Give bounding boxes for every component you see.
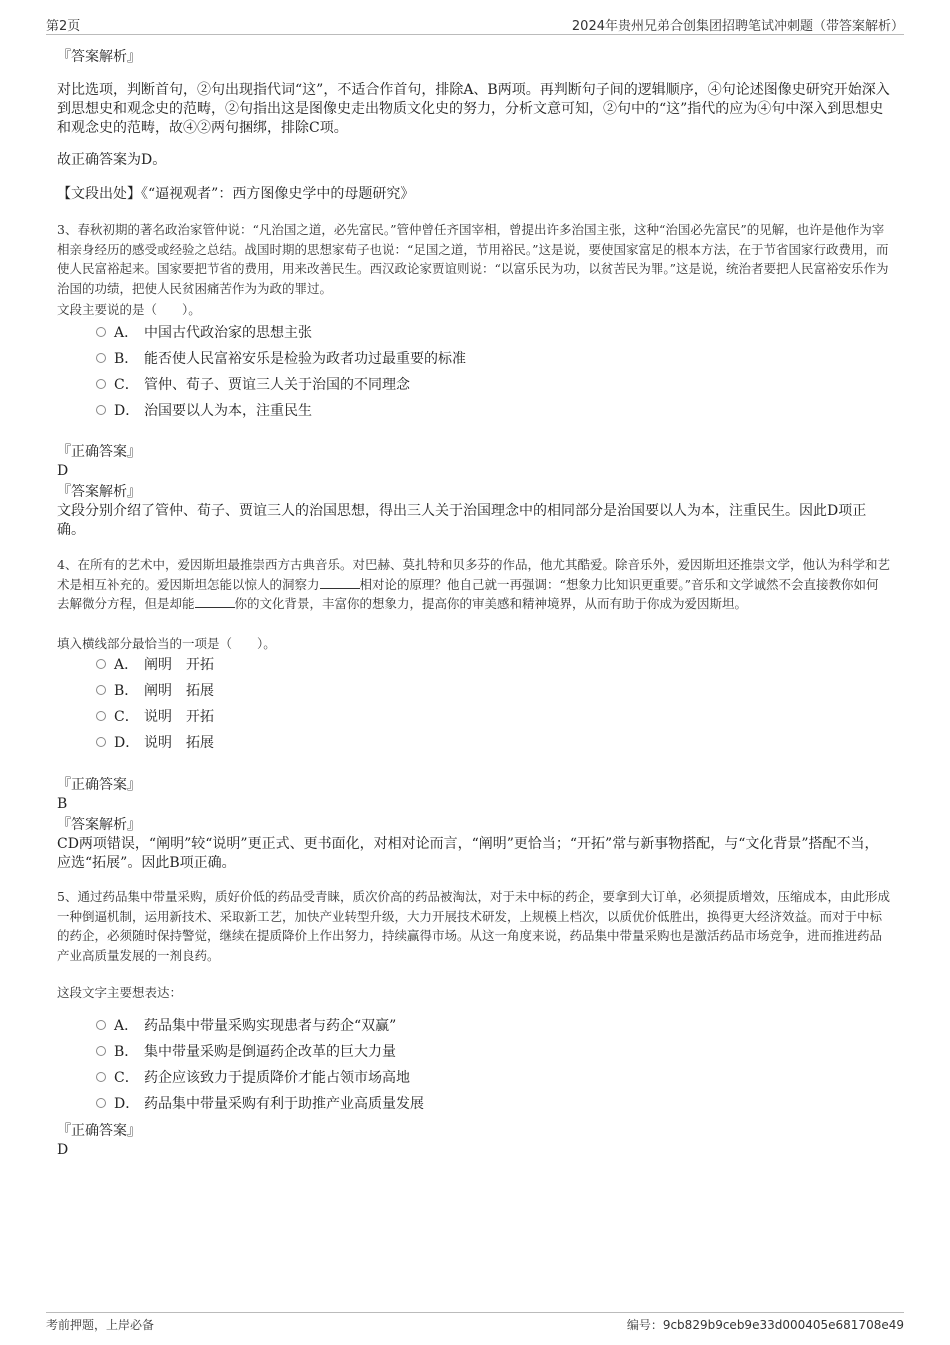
q3-option-b[interactable] (96, 346, 796, 372)
option-text: 治国要以人为本，注重民生 (144, 403, 312, 419)
q5-option-a[interactable] (96, 1013, 796, 1039)
q2-analysis-label: 『答案解析』 (57, 49, 141, 65)
option-letter: C． (114, 709, 139, 725)
q4-option-a[interactable] (96, 652, 796, 678)
option-text: 说明 开拓 (144, 709, 214, 725)
option-text: 药企应该致力于提质降价才能占领市场高地 (144, 1070, 410, 1086)
q5-option-b[interactable] (96, 1039, 796, 1065)
q4-option-d[interactable] (96, 730, 796, 756)
radio-icon[interactable] (96, 659, 106, 669)
q4-answer-label: 『正确答案』 (57, 777, 141, 793)
option-text: 管仲、荀子、贾谊三人关于治国的不同理念 (144, 377, 410, 393)
option-letter: B． (114, 683, 139, 699)
q3-answer-label: 『正确答案』 (57, 444, 141, 460)
option-text: 能否使人民富裕安乐是检验为政者功过最重要的标准 (144, 351, 466, 367)
q4-stem (57, 555, 891, 614)
q5-options (96, 1013, 796, 1117)
q4-option-c[interactable] (96, 704, 796, 730)
q5-stem: 5、通过药品集中带量采购，质好价低的药品受青睐，质次价高的药品被淘汰，对于未中标的药企，要拿到大订单，必须提质增效，压缩成本，由此形成一种倒逼机制，运用新技术、采取新工艺，加快产业转型升级，大力开展技术研发，上规模上档次，以质优价低胜出，换得更大经济效益。而对于中标的药企，必须随时保持警觉，继续在提质降价上作出努力，持续赢得市场。从这一角度来说，药品集中带量采购也是激活药品市场竞争，进而推进药品产业高质量发展的一剂良药。 (57, 889, 890, 963)
option-text: 药品集中带量采购实现患者与药企“双赢” (144, 1018, 397, 1034)
option-text: 中国古代政治家的思想主张 (144, 325, 312, 341)
q3-stem: 3、春秋初期的著名政治家管仲说：“凡治国之道，必先富民。”管仲曾任齐国宰相，曾提出许多治国主张，这种“治国必先富民”的见解，也许是他作为宰相亲身经历的感受或经验之总结。战国时期的思想家荀子也说：“足国之道，节用裕民。”这是说，要使国家富足的根本方法，在于节省国家行政费用，而使人民富裕起来。国家要把节省的费用，用来改善民生。西汉政论家贾谊则说：“以富乐民为功，以贫苦民为罪。”这是说，统治者要把人民富裕安乐作为治国的功绩，把使人民贫困痛苦作为为政的罪过。 (57, 222, 889, 296)
q3-options (96, 320, 796, 424)
q5-answer-label: 『正确答案』 (57, 1123, 141, 1139)
option-letter: A． (114, 657, 139, 673)
radio-icon[interactable] (96, 1098, 106, 1108)
option-text: 药品集中带量采购有利于助推产业高质量发展 (144, 1096, 424, 1112)
q4-question: 填入横线部分最恰当的一项是（ ）。 (57, 636, 276, 651)
radio-icon[interactable] (96, 1020, 106, 1030)
page-header (46, 14, 904, 35)
q4-answer: B (57, 796, 68, 812)
q3-option-c[interactable] (96, 372, 796, 398)
q4-blank-2 (195, 595, 235, 608)
q3-analysis: 文段分别介绍了管仲、荀子、贾谊三人的治国思想，得出三人关于治国理念中的相同部分是治国要以人为本，注重民生。因此D项正确。 (57, 503, 867, 538)
q3-analysis-label: 『答案解析』 (57, 484, 141, 500)
q5-option-c[interactable] (96, 1065, 796, 1091)
q4-blank-1 (320, 576, 360, 589)
option-letter: D． (114, 1096, 140, 1112)
option-text: 阐明 开拓 (144, 657, 214, 673)
q4-stem-part3: 你的文化背景，丰富你的想象力，提高你的审美感和精神境界，从而有助于你成为爱因斯坦。 (234, 596, 748, 611)
radio-icon[interactable] (96, 379, 106, 389)
q2-analysis: 对比选项，判断首句，②句出现指代词“这”，不适合作首句，排除A、B两项。再判断句子间的逻辑顺序，④句论述图像史研究开始深入到思想史和观念史的范畴，②句指出这是图像史走出物质文化史的努力，分析文意可知，②句中的“这”指代的应为④句中深入到思想史和观念史的范畴，故④②两句捆绑，排除C项。 (57, 82, 890, 136)
option-letter: B． (114, 1044, 139, 1060)
q5-option-d[interactable] (96, 1091, 796, 1117)
q2-source: 【文段出处】《“逼视观者”：西方图像史学中的母题研究》 (57, 186, 415, 202)
radio-icon[interactable] (96, 711, 106, 721)
option-letter: C． (114, 377, 139, 393)
radio-icon[interactable] (96, 353, 106, 363)
option-letter: C． (114, 1070, 139, 1086)
q3-answer: D (57, 463, 69, 479)
q4-stem-part2: 相对论的原理？他自己就一再强调：“想象力比知识更重要。”音乐和文学诚然不会直接教你如何去解微分方程，但是却能 (57, 576, 879, 611)
radio-icon[interactable] (96, 685, 106, 695)
q2-conclusion: 故正确答案为D。 (57, 152, 167, 168)
radio-icon[interactable] (96, 1046, 106, 1056)
q4-option-b[interactable] (96, 678, 796, 704)
q4-options (96, 652, 796, 756)
radio-icon[interactable] (96, 737, 106, 747)
q5-answer: D (57, 1142, 69, 1158)
q4-analysis: CD两项错误，“阐明”较“说明”更正式、更书面化，对相对论而言，“阐明”更恰当；“开拓”常与新事物搭配，与“文化背景”搭配不当，应选“拓展”。因此B项正确。 (57, 836, 879, 871)
document-title: 2024年贵州兄弟合创集团招聘笔试冲刺题（带答案解析） (571, 19, 904, 34)
radio-icon[interactable] (96, 327, 106, 337)
radio-icon[interactable] (96, 1072, 106, 1082)
footer-slogan: 考前押题，上岸必备 (46, 1318, 155, 1332)
option-text: 阐明 拓展 (144, 683, 214, 699)
option-letter: A． (114, 1018, 139, 1034)
q4-stem-part1: 4、在所有的艺术中，爱因斯坦最推崇西方古典音乐。对巴赫、莫扎特和贝多芬的作品，他尤其酷爱。除音乐外，爱因斯坦还推崇文学，他认为科学和艺术是相互补充的。爱因斯坦怎能以惊人的洞察力 (57, 557, 890, 592)
page-footer (46, 1312, 904, 1335)
q5-question: 这段文字主要想表达： (57, 985, 183, 1000)
q3-option-a[interactable] (96, 320, 796, 346)
option-letter: D． (114, 403, 140, 419)
option-text: 集中带量采购是倒逼药企改革的巨大力量 (144, 1044, 396, 1060)
option-letter: A． (114, 325, 139, 341)
radio-icon[interactable] (96, 405, 106, 415)
option-letter: B． (114, 351, 139, 367)
q4-analysis-label: 『答案解析』 (57, 817, 141, 833)
q3-option-d[interactable] (96, 398, 796, 424)
document-id: 编号：9cb829b9ceb9e33d000405e681708e49 (626, 1318, 904, 1332)
q3-question: 文段主要说的是（ ）。 (57, 302, 201, 317)
option-letter: D． (114, 735, 140, 751)
option-text: 说明 拓展 (144, 735, 214, 751)
page-number: 第2页 (46, 19, 81, 34)
